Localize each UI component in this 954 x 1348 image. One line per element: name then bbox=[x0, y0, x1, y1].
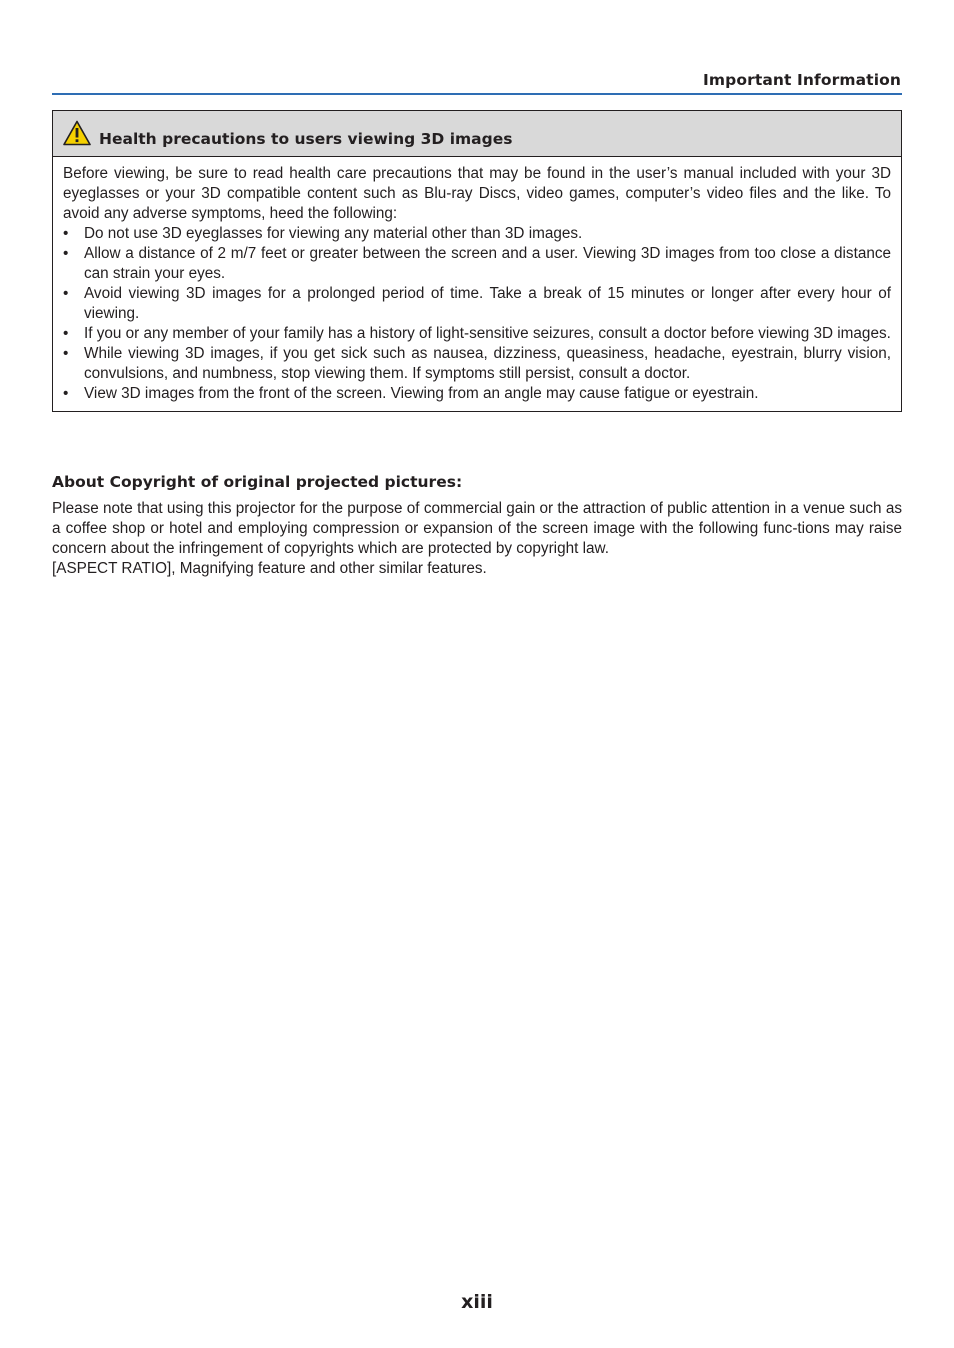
bullet-mark: • bbox=[63, 245, 69, 262]
bullet-mark: • bbox=[63, 225, 69, 242]
copyright-section-body bbox=[52, 499, 902, 579]
list-item bbox=[63, 224, 891, 244]
list-item bbox=[63, 324, 891, 344]
list-item bbox=[63, 284, 891, 324]
list-item bbox=[63, 244, 891, 284]
list-item-text: Allow a distance of 2 m/7 feet or greater between the screen and a user. Viewing 3D images from too close a distance can strain your eyes. bbox=[84, 245, 891, 282]
bullet-mark: • bbox=[63, 385, 69, 402]
bullet-mark: • bbox=[63, 345, 69, 362]
copyright-section-title: About Copyright of original projected pictures: bbox=[52, 473, 463, 491]
list-item bbox=[63, 384, 891, 404]
list-item-text: View 3D images from the front of the screen. Viewing from an angle may cause fatigue or eyestrain. bbox=[84, 385, 759, 402]
health-precautions-list bbox=[63, 224, 891, 404]
list-item-text: While viewing 3D images, if you get sick such as nausea, dizziness, queasiness, headache, eyestrain, blurry vision, convulsions, and numbness, stop viewing them. If symptoms still persist, consult a doctor. bbox=[84, 345, 891, 382]
list-item-text: If you or any member of your family has a history of light-sensitive seizures, consult a doctor before viewing 3D images. bbox=[84, 325, 891, 342]
list-item-text: Do not use 3D eyeglasses for viewing any material other than 3D images. bbox=[84, 225, 583, 242]
bullet-mark: • bbox=[63, 285, 69, 302]
page-header-title: Important Information bbox=[703, 71, 901, 89]
health-precautions-title: Health precautions to users viewing 3D images bbox=[99, 130, 513, 148]
warning-triangle-icon bbox=[63, 120, 91, 146]
page-number: xiii bbox=[461, 1291, 493, 1313]
health-precautions-body bbox=[53, 157, 901, 411]
list-item-text: Avoid viewing 3D images for a prolonged period of time. Take a break of 15 minutes or longer after every hour of viewing. bbox=[84, 285, 891, 322]
copyright-paragraph: Please note that using this projector for the purpose of commercial gain or the attraction of public attention in a venue such as a coffee shop or hotel and employing compression or expansion of the screen image with the following func-tions may raise concern about the infringement of copyrights which are protected by copyright law. bbox=[52, 500, 902, 557]
bullet-mark: • bbox=[63, 325, 69, 342]
health-precautions-intro: Before viewing, be sure to read health care precautions that may be found in the user’s manual included with your 3D eyeglasses or your 3D compatible content such as Blu-ray Discs, video games, computer’s video files and the like. To avoid any adverse symptoms, heed the following: bbox=[63, 165, 891, 222]
copyright-features: [ASPECT RATIO], Magnifying feature and other similar features. bbox=[52, 560, 487, 577]
header-divider bbox=[52, 93, 902, 95]
health-precautions-box bbox=[52, 110, 902, 412]
health-precautions-header bbox=[53, 111, 901, 157]
list-item bbox=[63, 344, 891, 384]
